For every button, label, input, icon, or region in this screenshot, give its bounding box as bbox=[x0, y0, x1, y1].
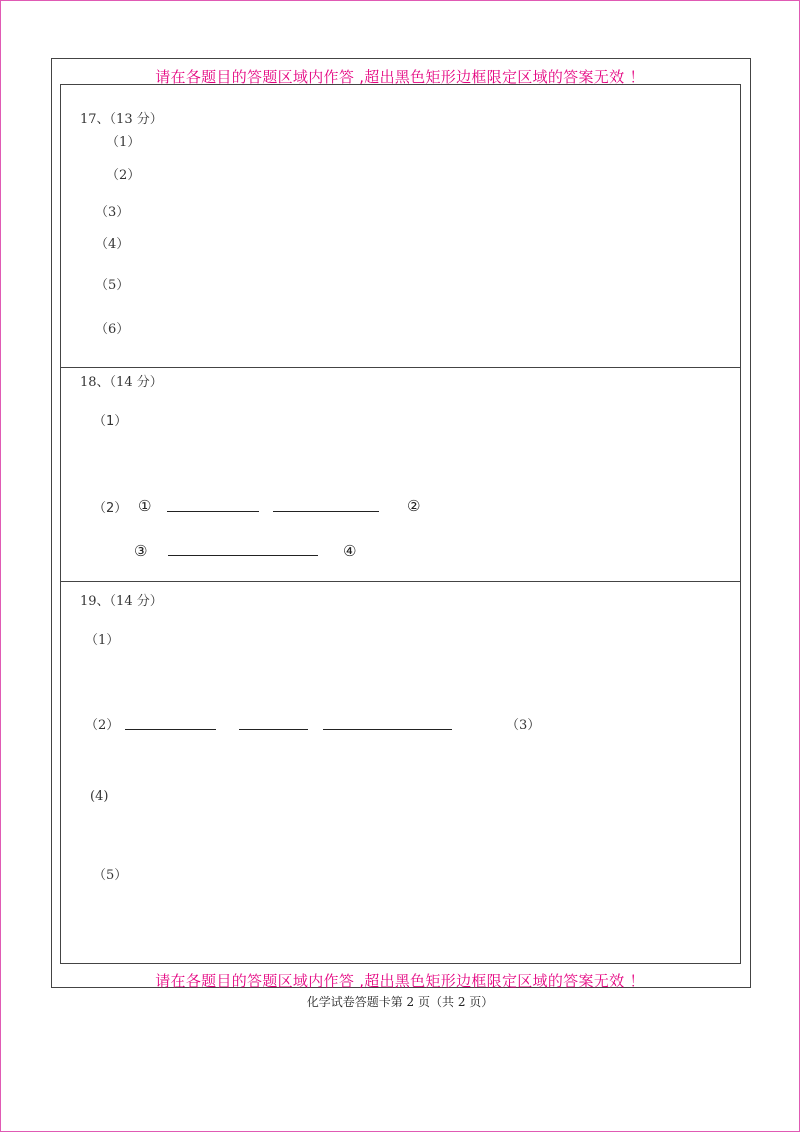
q18-circle-2: ② bbox=[407, 497, 421, 515]
q19-part-1: （1） bbox=[85, 633, 120, 648]
q17-part-5: （5） bbox=[95, 278, 130, 293]
q19-part-3: （3） bbox=[506, 718, 541, 733]
q19-title: 19、（14 分） bbox=[80, 594, 163, 609]
notice-bottom: 请在各题目的答题区域内作答 ,超出黑色矩形边框限定区域的答案无效 ！ bbox=[155, 972, 645, 990]
q18-blank-1a[interactable] bbox=[167, 511, 259, 512]
q18-part-2: （2） bbox=[93, 501, 128, 516]
q19-blank-2b[interactable] bbox=[239, 729, 308, 730]
q18-circle-1: ① bbox=[138, 497, 152, 515]
q18-part-1: （1） bbox=[93, 414, 128, 429]
q18-circle-3: ③ bbox=[134, 542, 148, 560]
q18-title: 18、（14 分） bbox=[80, 375, 163, 390]
q19-blank-2c[interactable] bbox=[323, 729, 452, 730]
q17-part-3: （3） bbox=[95, 205, 130, 220]
q17-part-1: （1） bbox=[106, 135, 141, 150]
q17-part-4: （4） bbox=[95, 237, 130, 252]
q19-part-4: (4) bbox=[90, 789, 109, 804]
page-footer: 化学试卷答题卡第 2 页（共 2 页） bbox=[306, 995, 494, 1009]
q17-part-6: （6） bbox=[95, 322, 130, 337]
q19-blank-2a[interactable] bbox=[125, 729, 216, 730]
q19-part-2: （2） bbox=[85, 718, 120, 733]
q18-blank-3[interactable] bbox=[168, 555, 318, 556]
divider-18-19 bbox=[60, 581, 740, 582]
notice-top: 请在各题目的答题区域内作答 ,超出黑色矩形边框限定区域的答案无效 ！ bbox=[155, 68, 645, 86]
q17-title: 17、（13 分） bbox=[80, 112, 163, 127]
q19-part-5: （5） bbox=[93, 868, 128, 883]
divider-17-18 bbox=[60, 367, 740, 368]
q18-circle-4: ④ bbox=[343, 542, 357, 560]
q18-blank-1b[interactable] bbox=[273, 511, 379, 512]
answer-area-frame bbox=[60, 84, 741, 964]
q17-part-2: （2） bbox=[106, 168, 141, 183]
